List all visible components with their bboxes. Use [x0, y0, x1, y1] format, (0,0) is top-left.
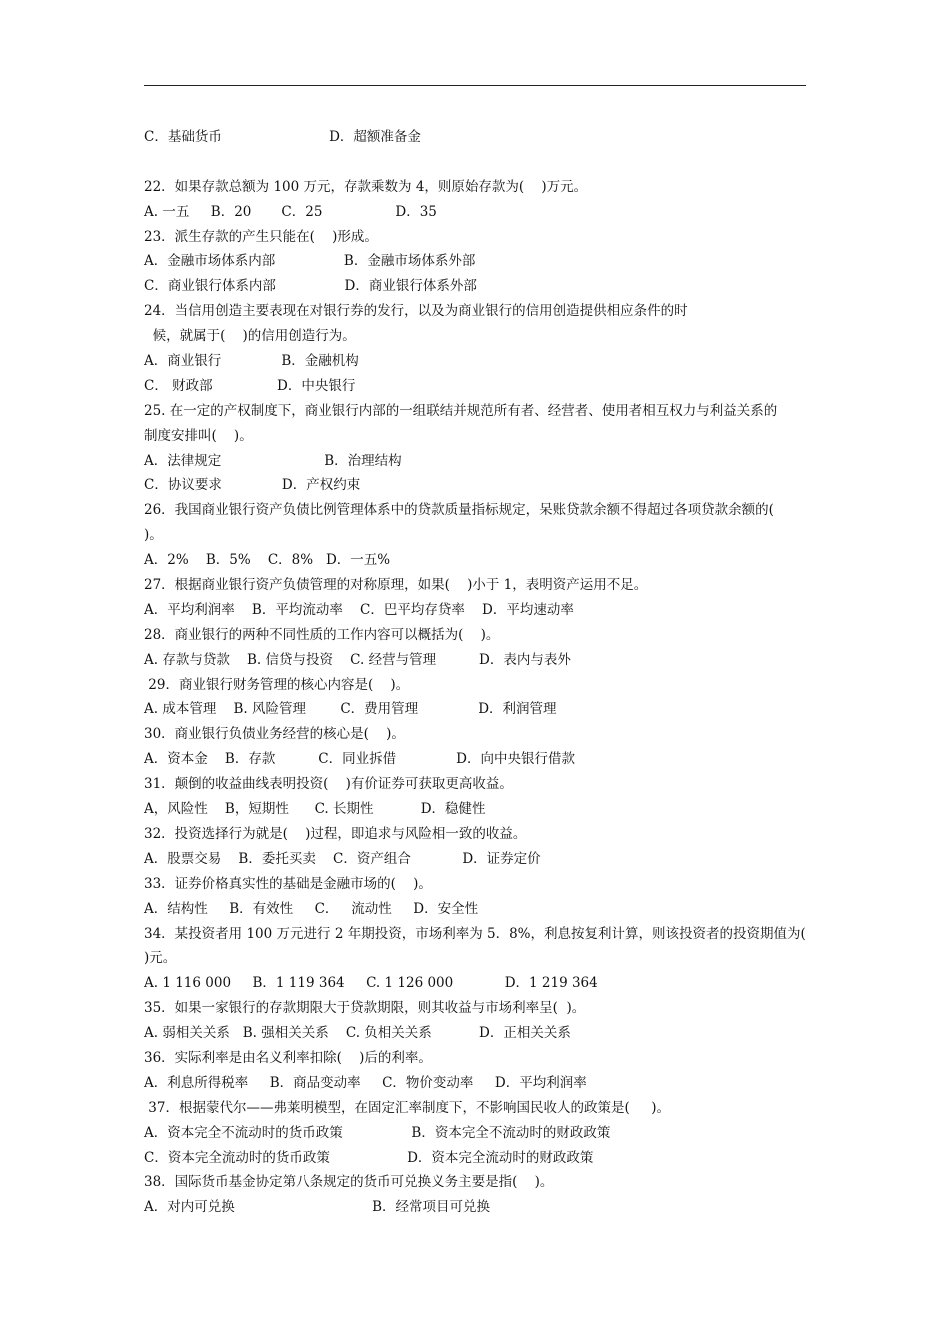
question-24: 24．当信用创造主要表现在对银行券的发行，以及为商业银行的信用创造提供相应条件的时	[144, 303, 688, 320]
question-37: 37．根据蒙代尔——弗莱明模型，在固定汇率制度下，不影响国民收人的政策是( )。	[144, 1099, 670, 1116]
question-30: 30．商业银行负债业务经营的核心是( )。	[144, 726, 405, 743]
options-24-cd: C． 财政部 D．中央银行	[144, 377, 356, 394]
text-line: C．基础货币 D．超额准备金	[144, 129, 421, 145]
options-23-cd: C．商业银行体系内部 D．商业银行体系外部	[144, 278, 477, 295]
options-25-cd: C．协议要求 D．产权约束	[144, 477, 361, 494]
options-37-cd: C．资本完全流动时的货币政策 D．资本完全流动时的财政政策	[144, 1149, 594, 1166]
options-25-ab: A．法律规定 B．治理结构	[144, 452, 402, 469]
question-31: 31．颠倒的收益曲线表明投资( )有价证券可获取更高收益。	[144, 776, 513, 793]
options-37-ab: A．资本完全不流动时的货币政策 B．资本完全不流动时的财政政策	[144, 1124, 611, 1141]
question-26: 26．我国商业银行资产负债比例管理体系中的贷款质量指标规定，呆账贷款余额不得超过各项贷款余额的(	[144, 502, 774, 519]
question-34: 34．某投资者用 100 万元进行 2 年期投资，市场利率为 5．8%，利息按复利计算，则该投资者的投资期值为(	[144, 925, 806, 942]
options-22: A. 一五 B．20 C．25 D．35	[144, 203, 437, 220]
question-24-cont: 候，就属于( )的信用创造行为。	[144, 328, 356, 345]
question-35: 35．如果一家银行的存款期限大于贷款期限，则其收益与市场利率呈( )。	[144, 1000, 586, 1017]
options-36: A．利息所得税率 B．商品变动率 C．物价变动率 D．平均利润率	[144, 1074, 587, 1091]
question-22: 22．如果存款总额为 100 万元，存款乘数为 4，则原始存款为( )万元。	[144, 178, 588, 195]
options-23-ab: A．金融市场体系内部 B．金融市场体系外部	[144, 253, 476, 270]
options-26: A．2% B．5% C．8% D．一五%	[144, 552, 391, 569]
blank-line	[144, 150, 808, 175]
options-27: A．平均利润率 B．平均流动率 C．巴平均存贷率 D．平均速动率	[144, 601, 574, 618]
options-24-ab: A．商业银行 B．金融机构	[144, 353, 359, 370]
options-32: A．股票交易 B．委托买卖 C．资产组合 D．证券定价	[144, 850, 541, 867]
options-33: A．结构性 B．有效性 C． 流动性 D．安全性	[144, 900, 479, 917]
question-29: 29．商业银行财务管理的核心内容是( )。	[144, 676, 410, 693]
header-rule	[144, 85, 806, 86]
document-body	[144, 125, 808, 1220]
question-33: 33．证券价格真实性的基础是金融市场的( )。	[144, 875, 432, 892]
options-29: A. 成本管理 B. 风险管理 C．费用管理 D．利润管理	[144, 701, 557, 718]
options-28: A. 存款与贷款 B. 信贷与投资 C. 经营与管理 D．表内与表外	[144, 651, 571, 668]
question-23: 23．派生存款的产生只能在( )形成。	[144, 228, 378, 245]
question-38: 38．国际货币基金协定第八条规定的货币可兑换义务主要是指( )。	[144, 1174, 554, 1191]
options-34: A. 1 116 000 B．1 119 364 C. 1 126 000 D．1 219 364	[144, 975, 598, 992]
options-35: A. 弱相关关系 B. 强相关关系 C. 负相关关系 D．正相关关系	[144, 1025, 571, 1042]
question-25: 25. 在一定的产权制度下，商业银行内部的一组联结并规范所有者、经营者、使用者相互权力与利益关系的	[144, 402, 778, 419]
options-30: A．资本金 B．存款 C．同业拆借 D．向中央银行借款	[144, 751, 575, 768]
question-32: 32．投资选择行为就是( )过程，即追求与风险相一致的收益。	[144, 825, 527, 842]
question-27: 27．根据商业银行资产负债管理的对称原理，如果( )小于 1，表明资产运用不足。	[144, 577, 648, 594]
question-36: 36．实际利率是由名义利率扣除( )后的利率。	[144, 1049, 432, 1066]
question-26-cont: )。	[144, 527, 163, 544]
question-25-cont: 制度安排叫( )。	[144, 427, 253, 444]
options-31: A，风险性 B，短期性 C. 长期性 D．稳健性	[144, 801, 486, 818]
question-34-cont: )元。	[144, 950, 177, 967]
question-28: 28．商业银行的两种不同性质的工作内容可以概括为( )。	[144, 626, 500, 643]
options-38-ab: A．对内可兑换 B．经常项目可兑换	[144, 1199, 490, 1216]
